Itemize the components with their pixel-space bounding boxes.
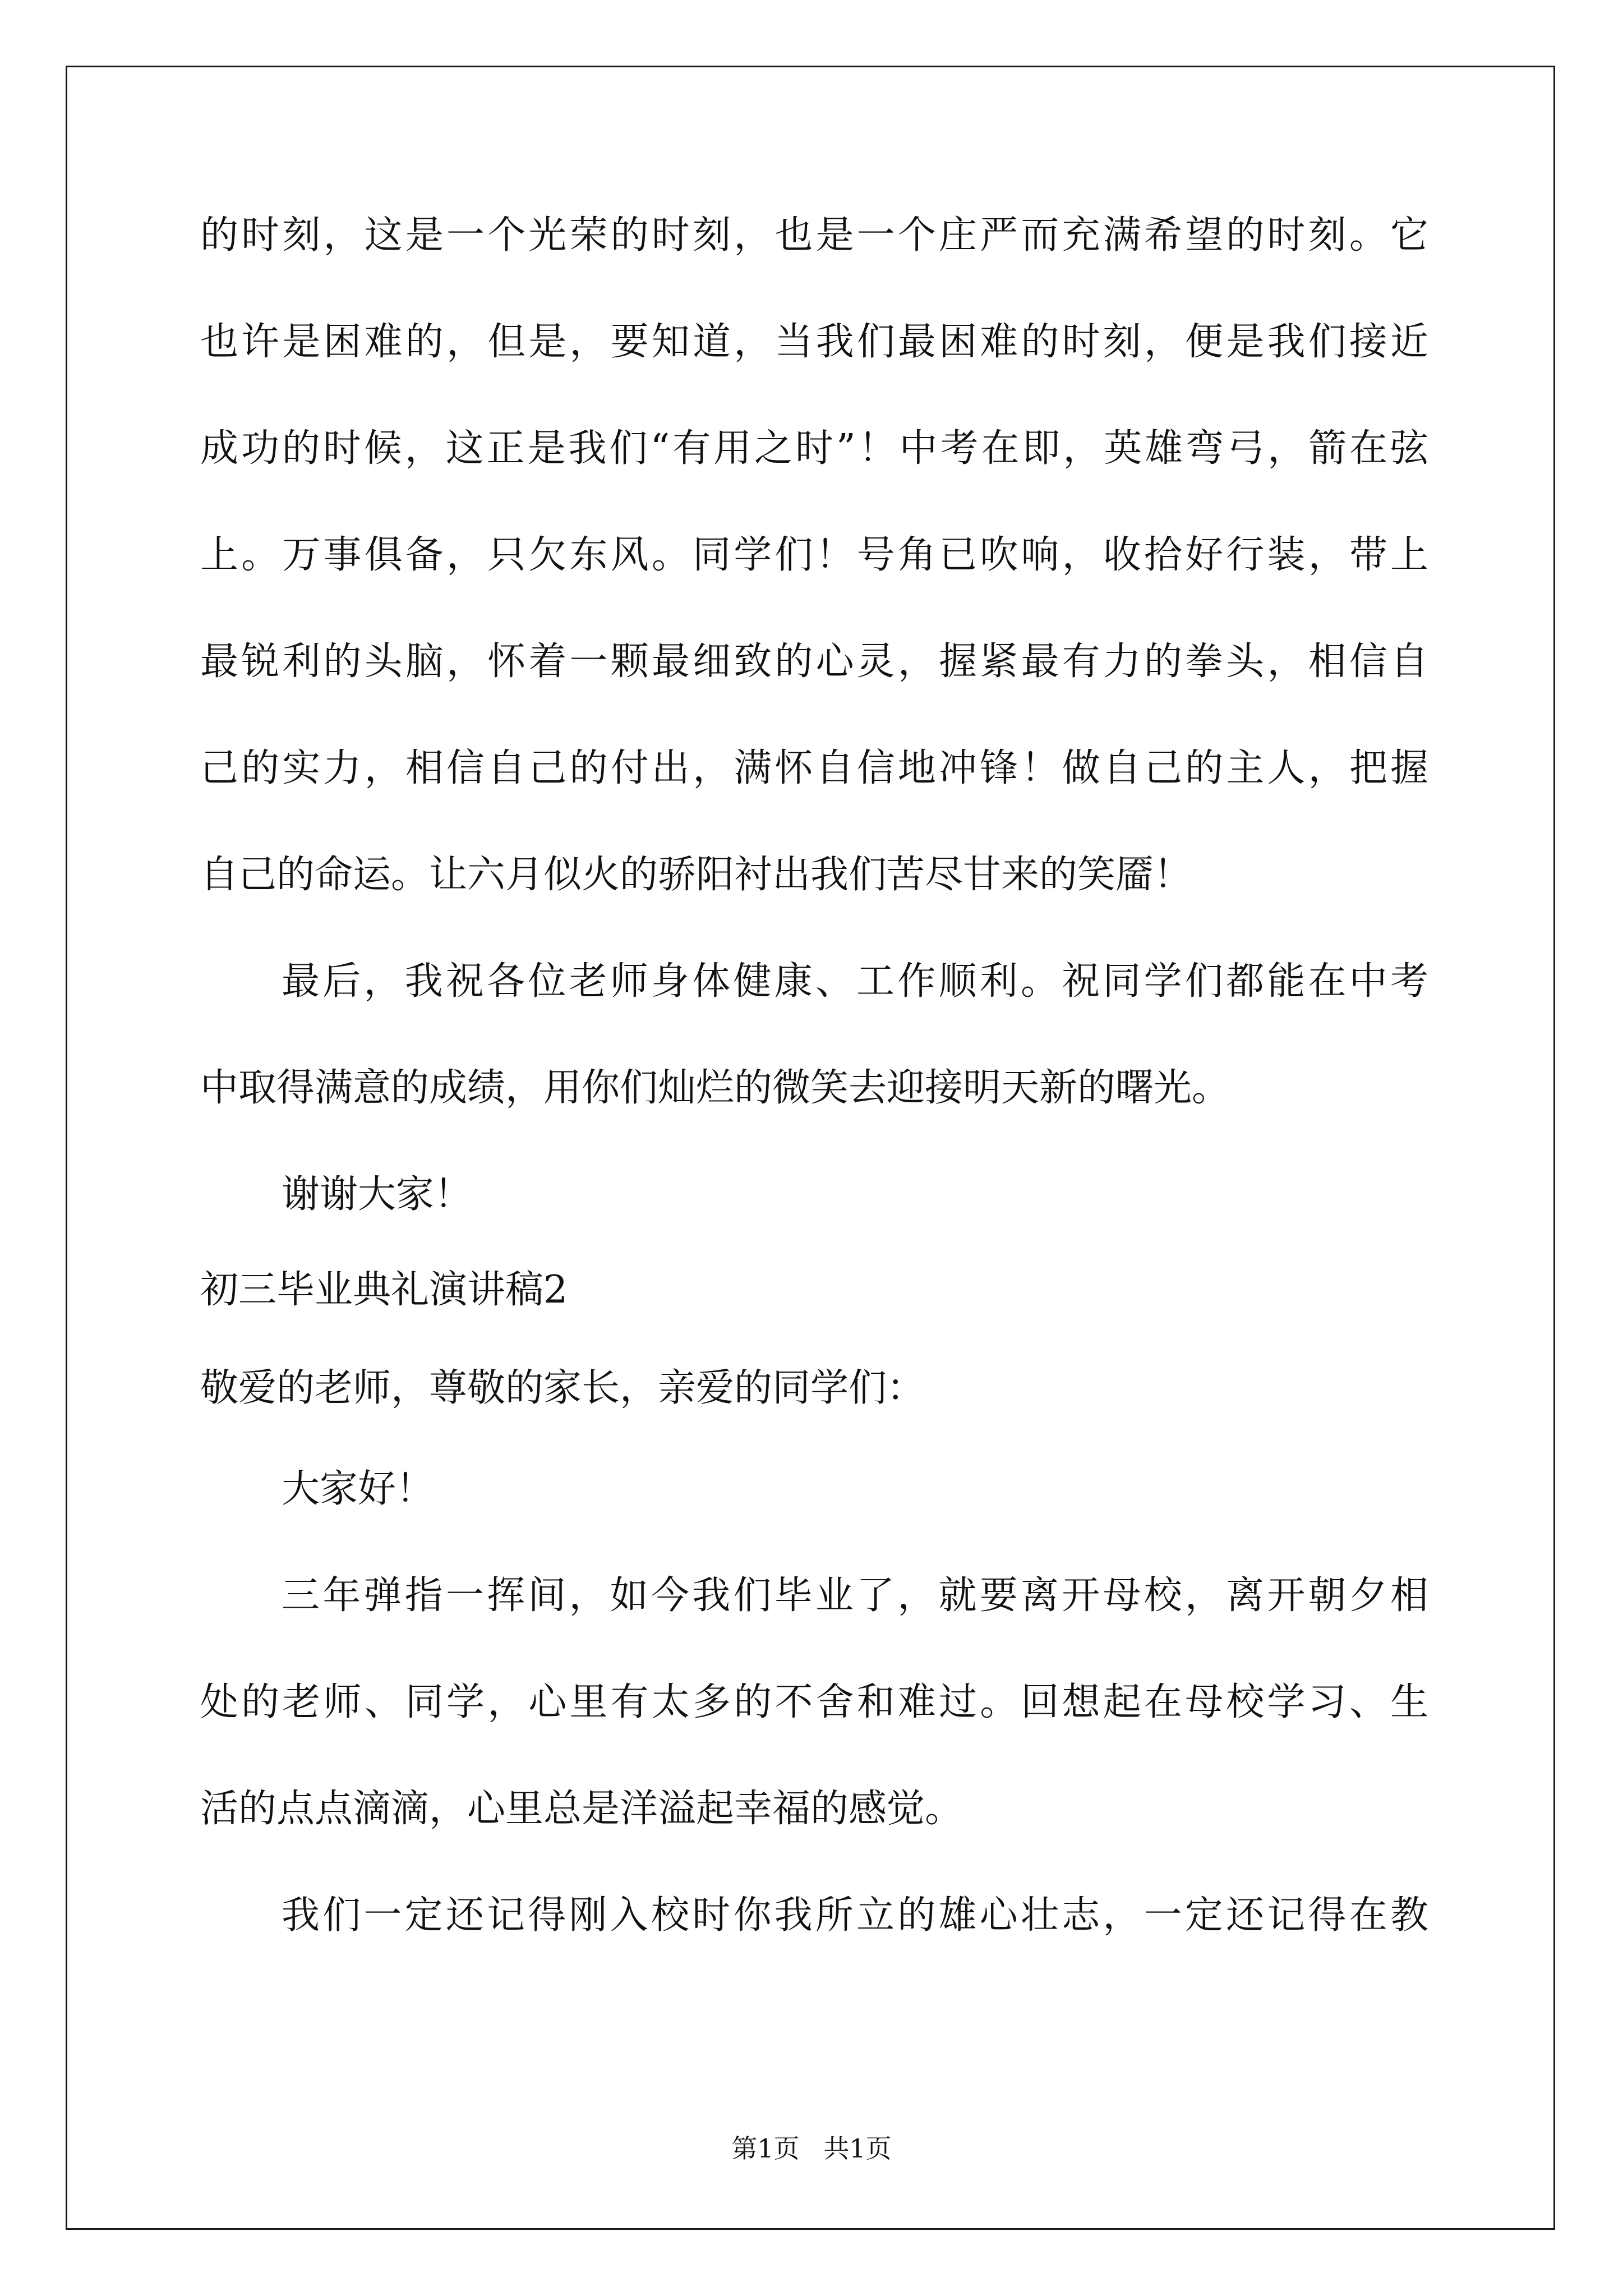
text-line: 也许是困难的，但是，要知道，当我们最困难的时刻，便是我们接近 — [200, 320, 1428, 364]
greeting: 大家好！ — [282, 1467, 435, 1511]
text-line: 上。万事俱备，只欠东风。同学们！号角已吹响，收拾好行装，带上 — [200, 533, 1428, 577]
salutation: 敬爱的老师，尊敬的家长，亲爱的同学们： — [200, 1366, 925, 1410]
text-line: 活的点点滴滴，心里总是洋溢起幸福的感觉。 — [200, 1787, 963, 1831]
text-line: 自己的命运。让六月似火的骄阳衬出我们苦尽甘来的笑靥！ — [200, 853, 1192, 897]
text-line: 己的实力，相信自己的付出，满怀自信地冲锋！做自己的主人，把握 — [200, 746, 1428, 790]
text-line: 最后，我祝各位老师身体健康、工作顺利。祝同学们都能在中考 — [282, 959, 1428, 1004]
text-line: 谢谢大家！ — [282, 1172, 473, 1217]
text-line: 中取得满意的成绩，用你们灿烂的微笑去迎接明天新的曙光。 — [200, 1066, 1230, 1110]
text-line: 处的老师、同学，心里有太多的不舍和难过。回想起在母校学习、生 — [200, 1680, 1428, 1724]
page-footer — [0, 2132, 1623, 2165]
text-line: 成功的时候，这正是我们“有用之时”！中考在即，英雄弯弓，箭在弦 — [200, 426, 1428, 471]
text-line: 的时刻，这是一个光荣的时刻，也是一个庄严而充满希望的时刻。它 — [200, 213, 1428, 257]
text-line: 三年弹指一挥间，如今我们毕业了，就要离开母校，离开朝夕相 — [282, 1573, 1428, 1618]
text-line: 最锐利的头脑，怀着一颗最细致的心灵，握紧最有力的拳头，相信自 — [200, 639, 1428, 684]
section-heading: 初三毕业典礼演讲稿2 — [200, 1268, 568, 1312]
page-number: 第1页 — [731, 2133, 800, 2164]
page-total: 共1页 — [823, 2133, 892, 2164]
text-line: 我们一定还记得刚入校时你我所立的雄心壮志，一定还记得在教 — [282, 1893, 1428, 1938]
